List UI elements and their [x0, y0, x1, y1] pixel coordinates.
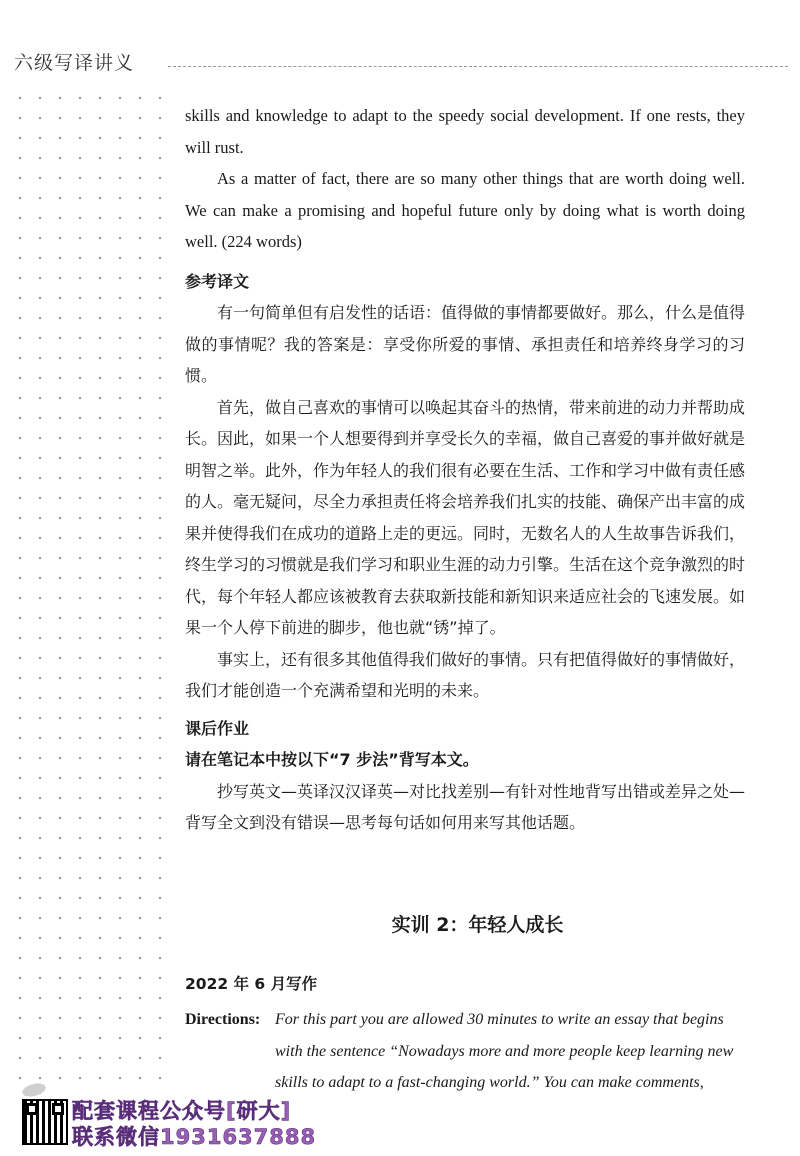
watermark [18, 1093, 318, 1151]
qr-code-icon [22, 1099, 68, 1145]
directions-continuation: with the sentence “Nowadays more and more people keep learning new skills to adapt to a fast-changing world.” You can make comments, [275, 1042, 734, 1091]
main-content [185, 100, 745, 839]
translation-paragraph-3: 事实上，还有很多其他值得我们做好的事情。只有把值得做好的事情做好，我们才能创造一个充满希望和光明的未来。 [185, 649, 746, 700]
essay-paragraph-2: As a matter of fact, there are so many other things that are worth doing well. We can make a promising and hopeful future only by doing what is worth doing well. (224 words) [185, 169, 745, 251]
exam-date: 2022 年 6 月写作 [185, 975, 318, 993]
translation-paragraph-2: 首先，做自己喜欢的事情可以唤起其奋斗的热情，带来前进的动力并帮助成长。因此，如果一个人想要得到并享受长久的幸福，做自己喜爱的事并做好就是明智之举。此外，作为年轻人的我们很有必要在生活、工作和学习中做有责任感的人。毫无疑问，尽全力承担责任将会培养我们扎实的技能、确保产出丰富的成果并使得我们在成功的道路上走的更远。同时，无数名人的人生故事告诉我们，终生学习的习惯就是我们学习和职业生涯的动力引擎。生活在这个竞争激烈的时代，每个年轻人都应该被教育去获取新技能和新知识来适应社会的飞速发展。如果一个人停下前进的脚步，他也就“锈”掉了。 [185, 397, 746, 637]
directions-label: Directions: [185, 1011, 261, 1028]
section-title: 实训 2：年轻人成长 [391, 914, 564, 936]
translation-heading: 参考译文 [185, 271, 250, 291]
homework-steps: 抄写英文—英译汉汉译英—对比找差别—有针对性地背写出错或差异之处—背写全文到没有错误—思考每句话如何用来写其他话题。 [185, 781, 746, 832]
directions-block [185, 1004, 750, 1099]
header-title: 六级写译讲义 [14, 52, 135, 74]
directions-line-1: For this part you are allowed 30 minutes to write an essay that begins [275, 1011, 724, 1028]
homework-heading: 课后作业 [185, 718, 250, 738]
essay-paragraph-1: skills and knowledge to adapt to the speedy social development. If one rests, they will rust. [185, 106, 745, 157]
watermark-line-1: 配套课程公众号[研大] [72, 1099, 292, 1123]
header-rule [168, 66, 788, 67]
watermark-line-2: 联系微信19316378​88 [72, 1125, 317, 1149]
dot-grid-margin [10, 88, 168, 1088]
homework-instruction: 请在笔记本中按以下“7 步法”背写本文。 [185, 750, 479, 769]
translation-paragraph-1: 有一句简单但有启发性的话语：值得做的事情都要做好。那么，什么是值得做的事情呢？我的答案是：享受你所爱的事情、承担责任和培养终身学习的习惯。 [185, 303, 746, 385]
